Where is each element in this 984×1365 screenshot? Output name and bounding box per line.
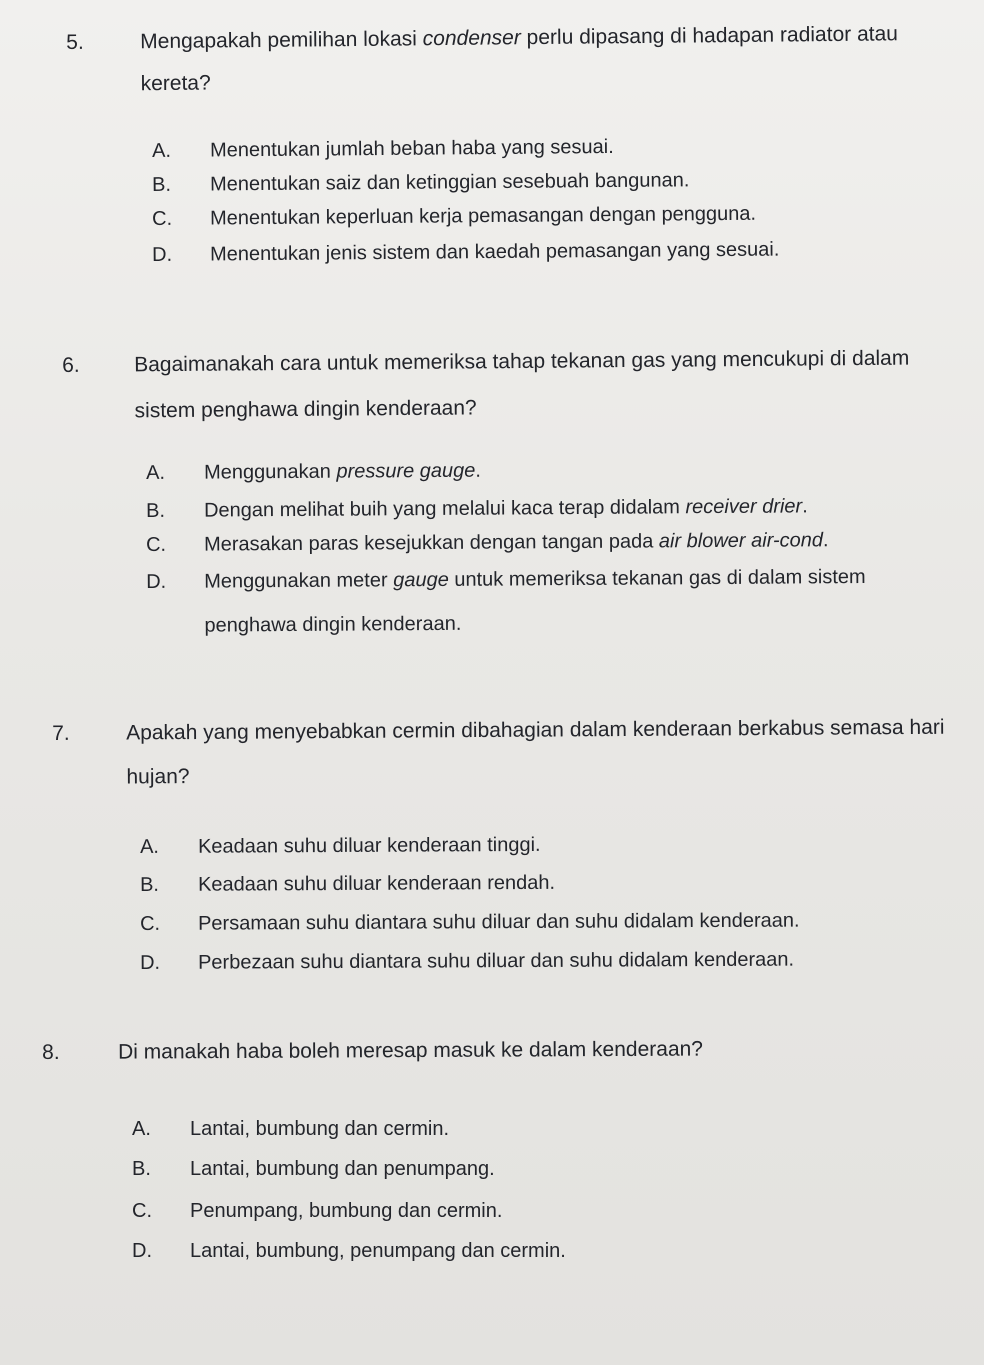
question-8: [42, 1027, 942, 1074]
question-text: Mengapakah pemilihan lokasi condenser perlu dipasang di hadapan radiator atau kereta?: [140, 22, 899, 96]
option-b: B. Lantai, bumbung dan penumpang.: [132, 1158, 495, 1180]
option-c: C. Penumpang, bumbung dan cermin.: [132, 1200, 503, 1222]
option-b: B. Dengan melihat buih yang melalui kaca terap didalam receiver drier.: [146, 495, 808, 522]
question-number: 7.: [52, 721, 70, 745]
option-a: A. Menentukan jumlah beban haba yang sesuai.: [152, 135, 614, 162]
question-text: Di manakah haba boleh meresap masuk ke dalam kenderaan?: [118, 1037, 704, 1064]
option-c: C. Persamaan suhu diantara suhu diluar dan suhu didalam kenderaan.: [140, 909, 800, 935]
question-number: 8.: [42, 1040, 60, 1064]
option-c: C. Merasakan paras kesejukkan dengan tangan pada air blower air-cond.: [146, 529, 829, 556]
question-text: Bagaimanakah cara untuk memeriksa tahap tekanan gas yang mencukupi di dalam sistem penghawa dingin kenderaan?: [134, 346, 910, 423]
question-7: [52, 706, 963, 800]
option-d: D. Lantai, bumbung, penumpang dan cermin.: [132, 1240, 566, 1262]
option-d: D. Menggunakan meter gauge untuk memeriksa tekanan gas di dalam sistem penghawa dingin kenderaan.: [146, 565, 866, 637]
question-number: 6.: [62, 353, 80, 377]
option-d: D. Menentukan jenis sistem dan kaedah pemasangan yang sesuai.: [152, 238, 780, 266]
option-b: B. Keadaan suhu diluar kenderaan rendah.: [140, 871, 556, 896]
question-6: [62, 335, 943, 435]
option-d: D. Perbezaan suhu diantara suhu diluar dan suhu didalam kenderaan.: [140, 948, 795, 974]
question-number: 5.: [66, 30, 84, 54]
question-text: Apakah yang menyebabkan cermin dibahagian dalam kenderaan berkabus semasa hari hujan?: [126, 715, 945, 789]
option-c: C. Menentukan keperluan kerja pemasangan dengan pengguna.: [152, 202, 757, 230]
question-5: [66, 13, 927, 106]
option-b: B. Menentukan saiz dan ketinggian sesebuah bangunan.: [152, 169, 690, 196]
option-a: A. Keadaan suhu diluar kenderaan tinggi.: [140, 833, 541, 858]
option-a: A. Lantai, bumbung dan cermin.: [132, 1118, 450, 1140]
option-a: A. Menggunakan pressure gauge.: [146, 459, 482, 484]
